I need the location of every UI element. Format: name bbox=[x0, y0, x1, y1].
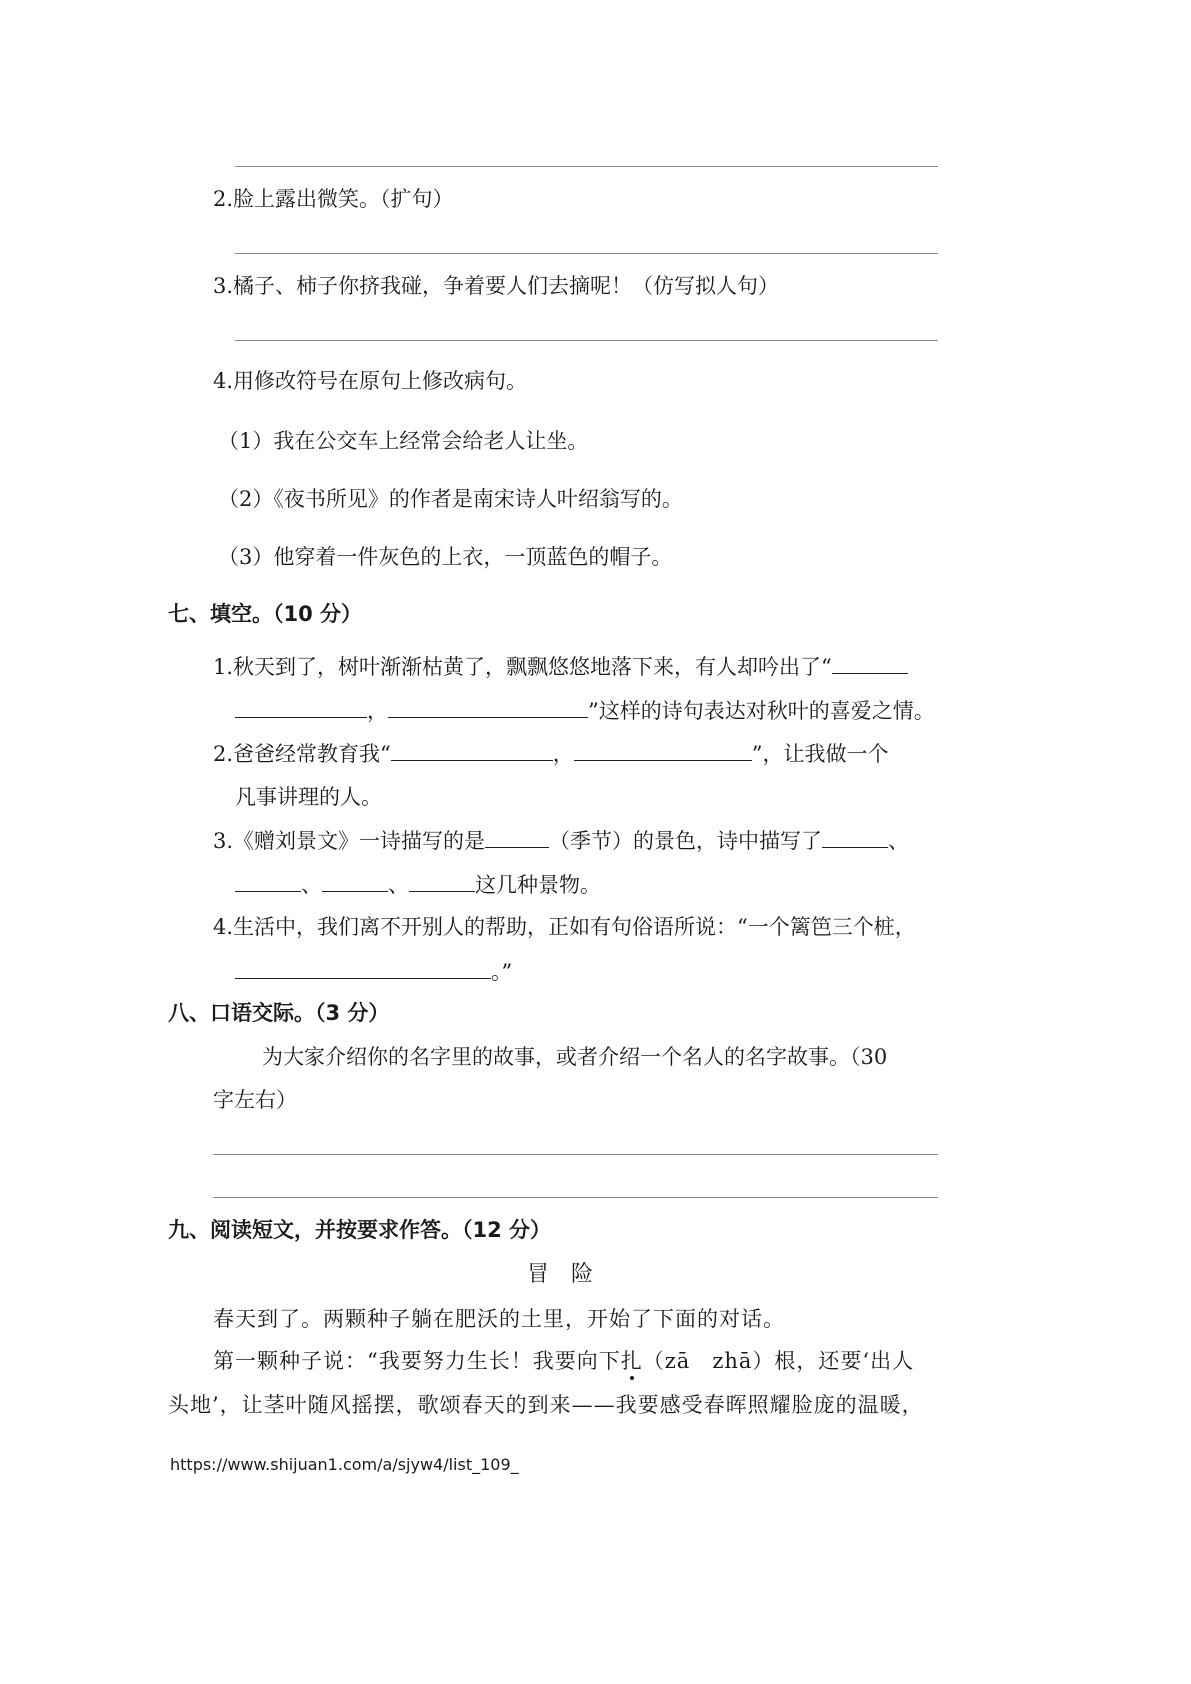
question-correct-sentences: 4.用修改符号在原句上修改病句。 bbox=[213, 369, 528, 393]
blank[interactable] bbox=[832, 651, 908, 674]
fill-question-3-line1: 3.《赠刘景文》一诗描写的是 （季节）的景色，诗中描写了 、 bbox=[213, 825, 909, 856]
blank[interactable] bbox=[235, 695, 367, 718]
fill-question-2-line2: 凡事讲理的人。 bbox=[235, 785, 382, 809]
story-title: 冒 险 bbox=[527, 1262, 594, 1287]
story-paragraph: 头地’，让茎叶随风摇摆，歌颂春天的到来——我要感受春晖照耀脸庞的温暖， bbox=[168, 1393, 924, 1417]
section-heading-fill-blank: 七、填空。（10 分） bbox=[168, 602, 363, 626]
blank[interactable] bbox=[485, 825, 549, 848]
section-heading-oral: 八、口语交际。（3 分） bbox=[168, 1001, 390, 1025]
blank[interactable] bbox=[235, 956, 491, 979]
emphasis-dot-char: 扎 bbox=[620, 1349, 643, 1373]
fill-question-3-line2: 、 、 这几种景物。 bbox=[235, 869, 601, 900]
answer-line[interactable] bbox=[235, 166, 938, 167]
answer-line[interactable] bbox=[213, 1154, 938, 1155]
blank[interactable] bbox=[409, 869, 475, 892]
sub-question: （1）我在公交车上经常会给老人让坐。 bbox=[218, 429, 589, 453]
sub-question: （3）他穿着一件灰色的上衣，一顶蓝色的帽子。 bbox=[218, 545, 673, 569]
answer-line[interactable] bbox=[235, 340, 938, 341]
fill-question-4-line2: 。” bbox=[235, 956, 512, 987]
blank[interactable] bbox=[822, 825, 888, 848]
oral-prompt-line2: 字左右） bbox=[213, 1088, 297, 1112]
answer-line[interactable] bbox=[213, 1197, 938, 1198]
fill-question-2-line1: 2.爸爸经常教育我“ ， ”，让我做一个 bbox=[213, 738, 889, 769]
story-paragraph: 第一颗种子说：“我要努力生长！我要向下扎（zā zhā）根，还要‘出人 bbox=[213, 1349, 915, 1373]
oral-prompt-line1: 为大家介绍你的名字里的故事，或者介绍一个名人的名字故事。（30 bbox=[262, 1045, 888, 1069]
blank[interactable] bbox=[322, 869, 388, 892]
blank[interactable] bbox=[235, 869, 301, 892]
sub-question: （2）《夜书所见》的作者是南宋诗人叶绍翁写的。 bbox=[218, 487, 683, 511]
fill-question-1-line1: 1.秋天到了，树叶渐渐枯黄了，飘飘悠悠地落下来，有人却吟出了“ bbox=[213, 651, 908, 682]
section-heading-reading: 九、阅读短文，并按要求作答。（12 分） bbox=[168, 1218, 552, 1242]
fill-question-1-line2: ， ”这样的诗句表达对秋叶的喜爱之情。 bbox=[235, 695, 935, 726]
story-paragraph: 春天到了。两颗种子躺在肥沃的土里，开始了下面的对话。 bbox=[213, 1307, 785, 1331]
blank[interactable] bbox=[391, 738, 553, 761]
question-personification: 3.橘子、柿子你挤我碰，争着要人们去摘呢！（仿写拟人句） bbox=[213, 274, 780, 298]
question-expand-sentence: 2.脸上露出微笑。（扩句） bbox=[213, 187, 454, 211]
answer-line[interactable] bbox=[235, 253, 938, 254]
footer-url[interactable]: https://www.shijuan1.com/a/sjyw4/list_109_ bbox=[170, 1455, 519, 1474]
blank[interactable] bbox=[574, 738, 752, 761]
blank[interactable] bbox=[388, 695, 588, 718]
fill-question-4-line1: 4.生活中，我们离不开别人的帮助，正如有句俗语所说：“一个篱笆三个桩， bbox=[213, 915, 916, 939]
